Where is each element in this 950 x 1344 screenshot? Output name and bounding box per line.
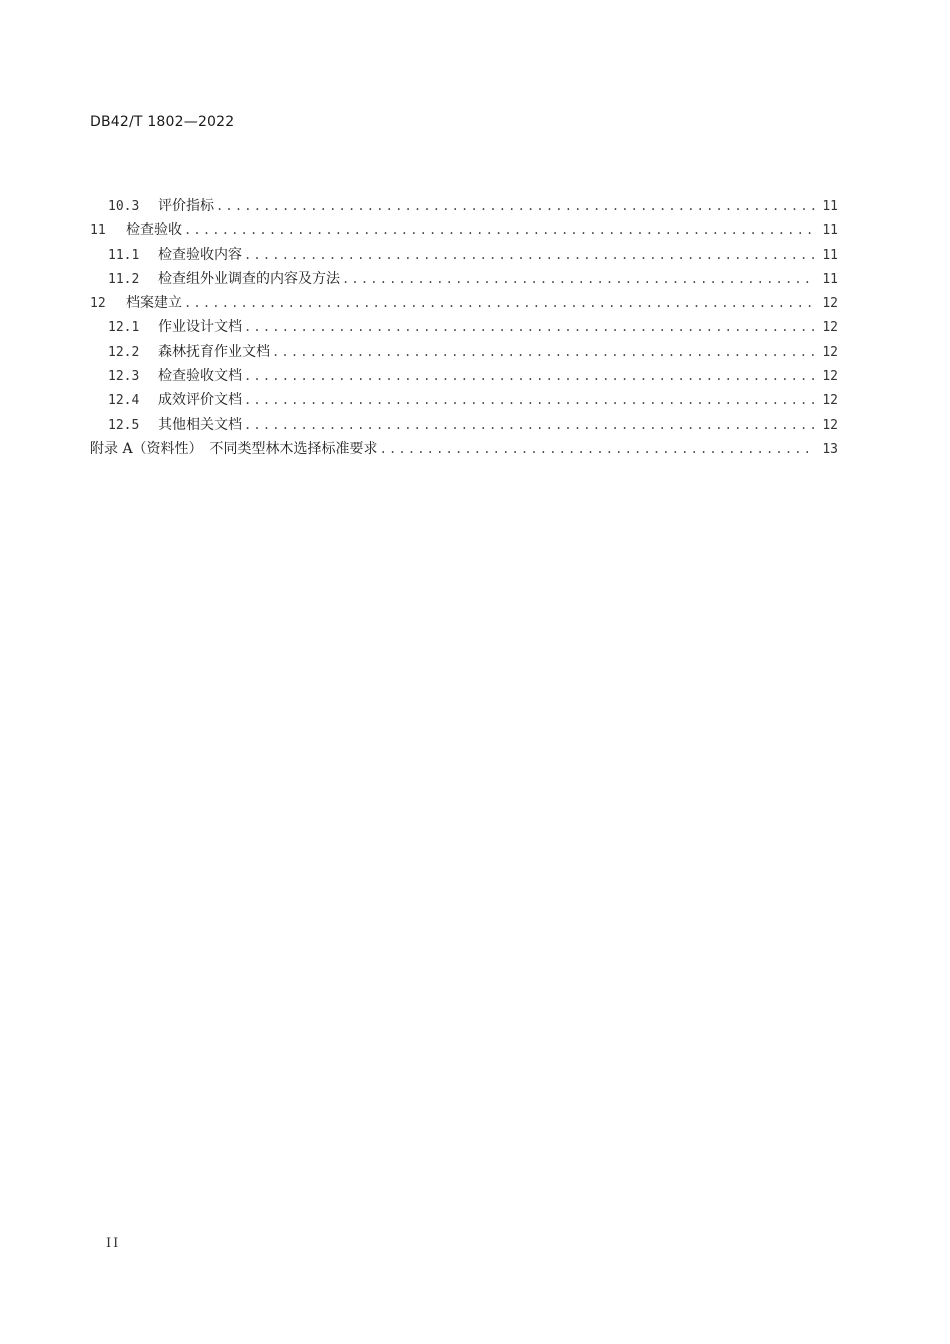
toc-entry-number: 12.5 [108, 417, 140, 433]
toc-entry-number: 12 [90, 296, 106, 312]
toc-entry-page: 12 [822, 417, 838, 433]
toc-entry-page: 11 [822, 247, 838, 263]
toc-entry-title: 检查组外业调查的内容及方法 [158, 270, 340, 287]
table-of-contents [90, 196, 838, 463]
toc-entry-page: 12 [822, 320, 838, 336]
toc-entry-appendix-a[interactable] [90, 439, 838, 463]
toc-dot-leader [244, 415, 816, 435]
toc-dot-leader [244, 366, 816, 386]
toc-entry-title: 检查验收文档 [158, 368, 242, 385]
toc-entry-title: 其他相关文档 [158, 416, 242, 433]
page-number: II [106, 1236, 121, 1251]
toc-entry-11-1[interactable] [90, 245, 838, 269]
toc-entry-page: 12 [822, 296, 838, 312]
toc-entry-12-2[interactable] [90, 342, 838, 366]
toc-entry-number: 12.2 [108, 344, 140, 360]
toc-entry-11-2[interactable] [90, 269, 838, 293]
toc-entry-page: 12 [822, 369, 838, 385]
toc-entry-10-3[interactable] [90, 196, 838, 220]
toc-dot-leader [342, 269, 816, 289]
toc-entry-title: 检查验收 [126, 222, 182, 239]
toc-entry-title: 成效评价文档 [158, 392, 242, 409]
toc-entry-number: 12.4 [108, 393, 140, 409]
toc-entry-title: 评价指标 [158, 198, 214, 214]
toc-dot-leader [244, 317, 816, 337]
toc-entry-12-1[interactable] [90, 317, 838, 341]
toc-entry-number: 11 [90, 223, 106, 239]
toc-dot-leader [216, 196, 816, 216]
toc-entry-page: 11 [822, 199, 838, 214]
toc-dot-leader [244, 390, 816, 410]
toc-dot-leader [244, 245, 816, 265]
toc-entry-number: 12.1 [108, 320, 140, 336]
toc-entry-page: 11 [822, 271, 838, 287]
toc-entry-12[interactable] [90, 293, 838, 317]
toc-entry-11[interactable] [90, 220, 838, 244]
toc-entry-page: 12 [822, 393, 838, 409]
toc-entry-page: 13 [822, 441, 838, 457]
toc-entry-number: 11.1 [108, 247, 140, 263]
toc-entry-title: 作业设计文档 [158, 319, 242, 336]
standard-code: DB42/T 1802—2022 [90, 114, 235, 130]
toc-entry-title: 档案建立 [126, 295, 182, 312]
toc-entry-12-5[interactable] [90, 415, 838, 439]
toc-dot-leader [272, 342, 816, 362]
toc-entry-title: 附录 A（资料性） 不同类型林木选择标准要求 [90, 440, 378, 457]
toc-dot-leader [380, 439, 816, 459]
toc-entry-title: 森林抚育作业文档 [158, 343, 270, 360]
toc-entry-12-3[interactable] [90, 366, 838, 390]
toc-dot-leader [184, 293, 816, 313]
toc-entry-12-4[interactable] [90, 390, 838, 414]
toc-entry-number: 10.3 [108, 199, 140, 214]
toc-entry-page: 11 [822, 223, 838, 239]
toc-entry-page: 12 [822, 344, 838, 360]
toc-entry-title: 检查验收内容 [158, 246, 242, 263]
toc-entry-number: 12.3 [108, 369, 140, 385]
toc-dot-leader [184, 220, 816, 240]
toc-entry-number: 11.2 [108, 271, 140, 287]
